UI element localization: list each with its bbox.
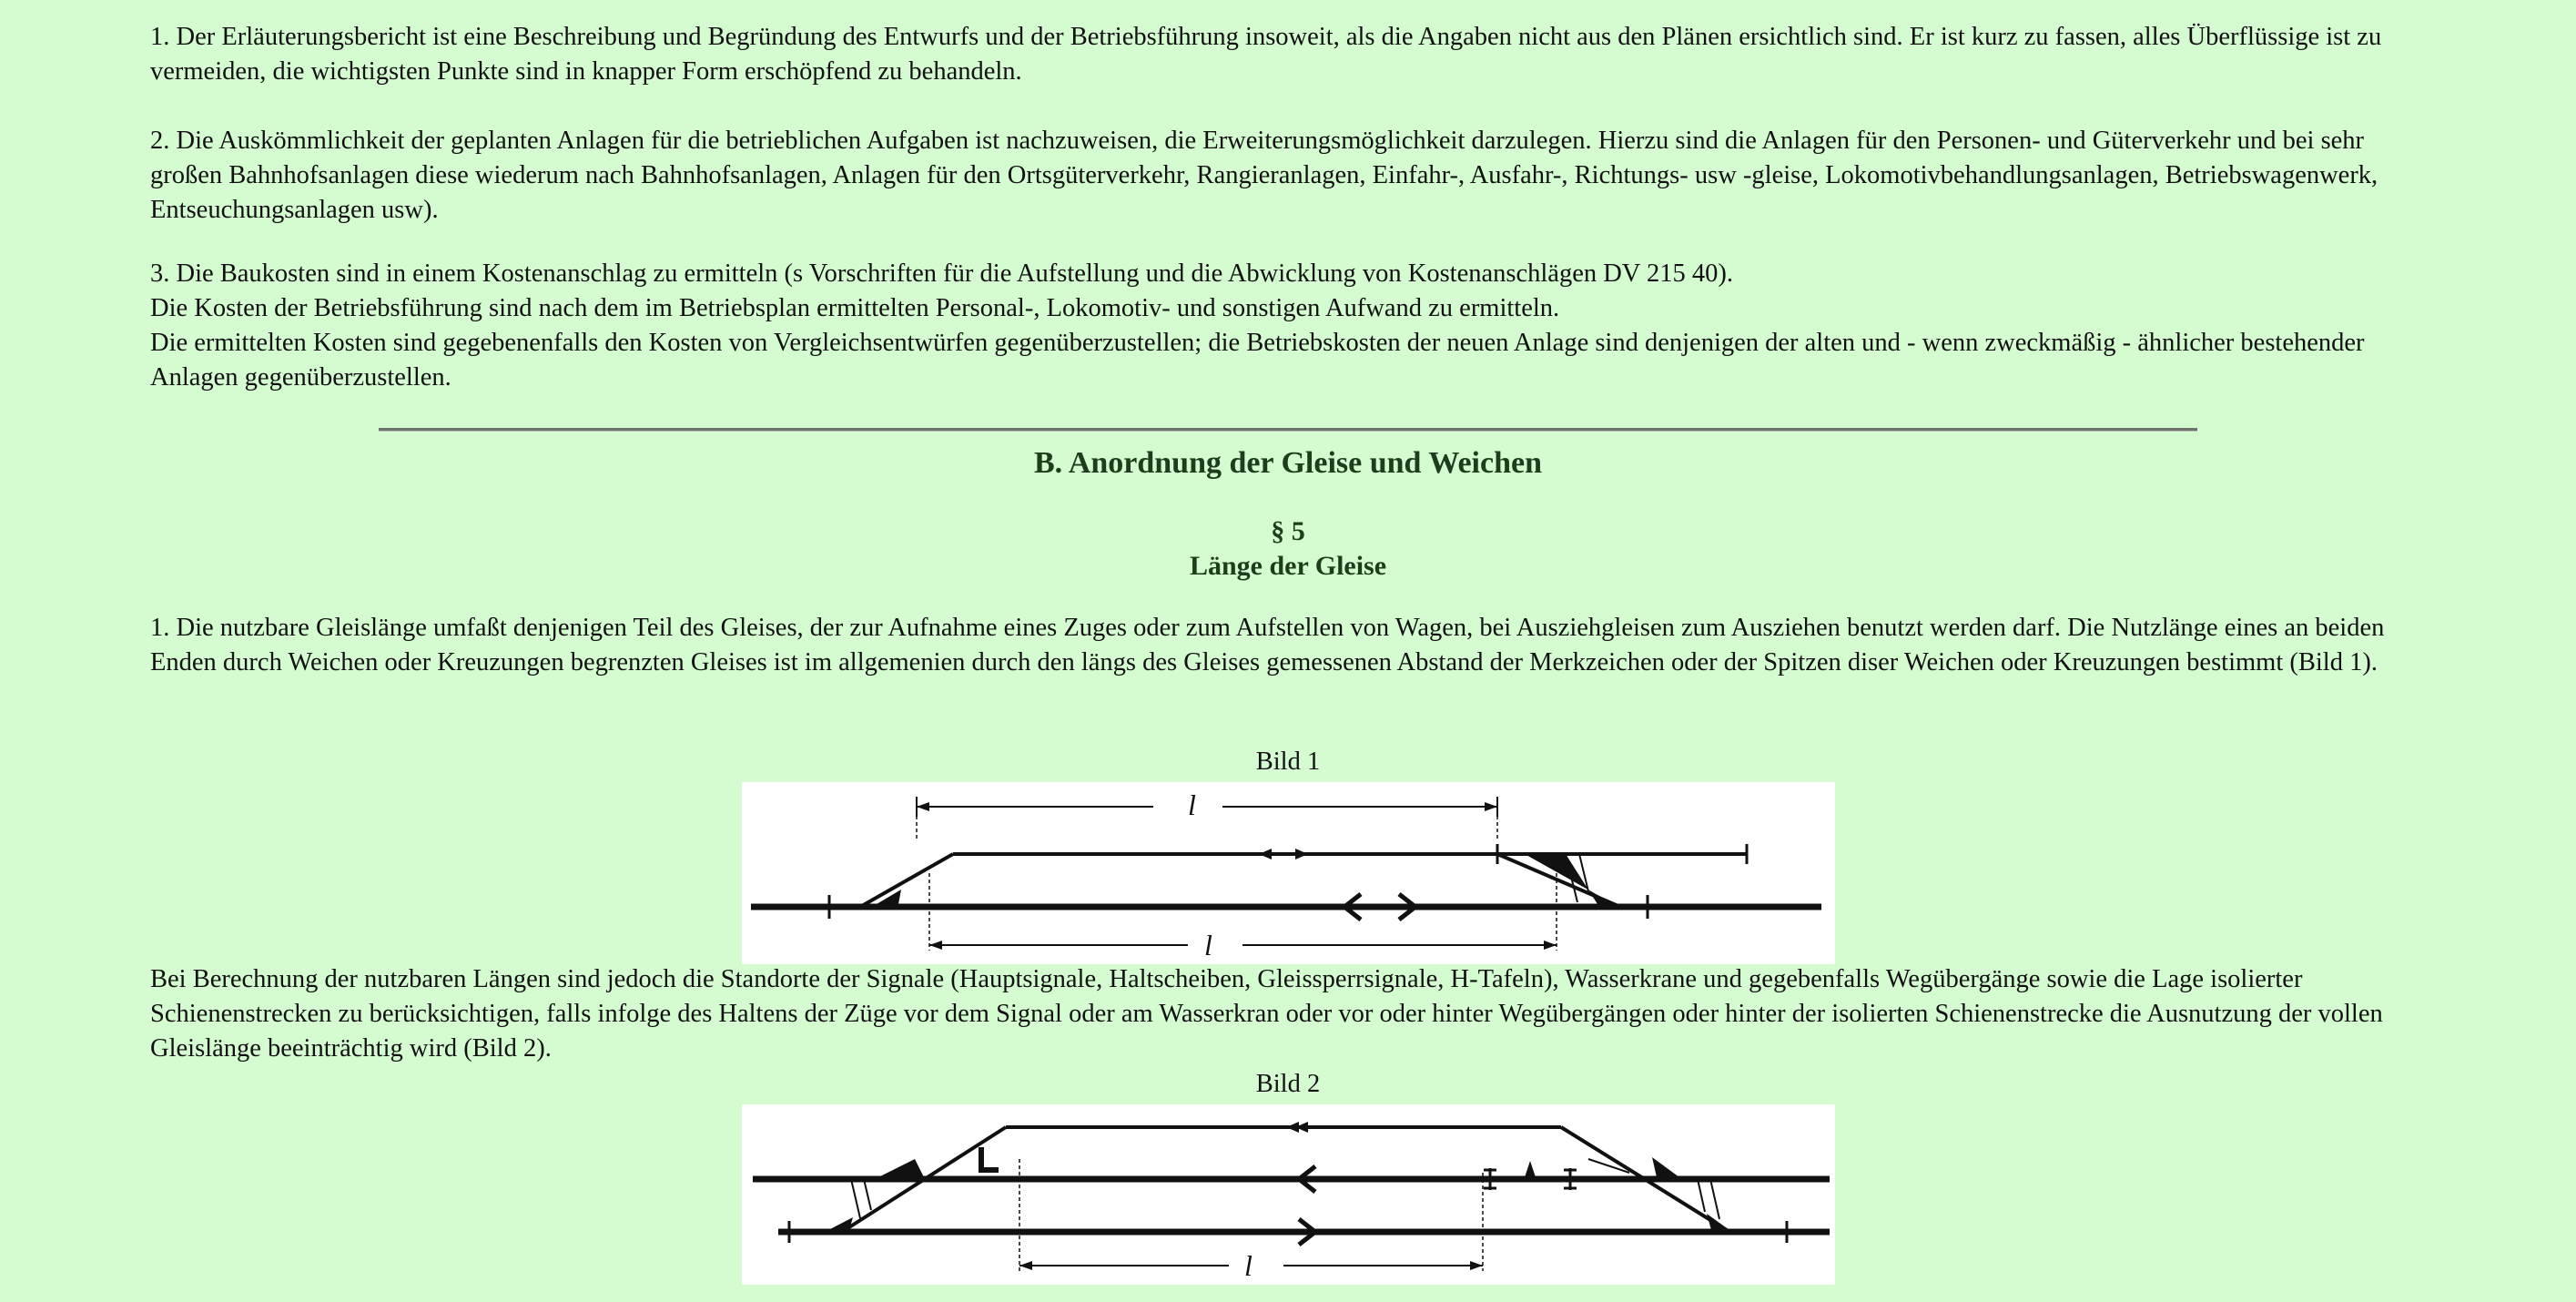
paragraph-number: § 5 (1271, 516, 1305, 546)
figure-2-caption: Bild 2 (1255, 1070, 1321, 1098)
figure-1-caption: Bild 1 (1255, 748, 1321, 776)
body-paragraph-1: 1. Die nutzbare Gleislänge umfaßt denjenigen Teil des Gleises, der zur Aufnahme eines Zuges oder zum Aufstellen von Wagen, bei Ausziehgleisen zum Ausziehen benutzt werden darf. Die Nutzlänge eines an beiden Enden durch Weichen oder Kreuzungen begrenzten Gleises ist im allgemenien durch den längs des Gleises gemessenen Abstand der Merkzeichen oder der Spitzen diser Weichen oder Kreuzungen bestimmt (Bild 1). (150, 614, 2385, 676)
bild1-svg (742, 782, 1835, 964)
switch-frog-upper-right (1652, 1157, 1679, 1177)
siding-arrow-left (1259, 849, 1272, 860)
paragraph-3 (150, 257, 2408, 395)
siding-left-connection (860, 854, 953, 907)
figure-1-track-diagram (742, 782, 1835, 964)
paragraph-title: Länge der Gleise (1189, 551, 1387, 581)
horizontal-rule (379, 428, 2197, 432)
paragraph-heading (0, 514, 2576, 584)
figure-2-track-diagram (742, 1104, 1835, 1285)
body-paragraph-2: Bei Berechnung der nutzbaren Längen sind jedoch die Standorte der Signale (Hauptsignale, Haltscheiben, Gleissperrsignale, H-Tafeln), Wasserkrane und gegebenfalls Wegübergänge sowie die Lage isolierter Schienenstrecken zu berücksichtigen, falls infolge des Haltens der Züge vor dem Signal oder am Wasserkran oder vor oder hinter Wegübergängen oder hinter der isolierten Schienenstrecke die Ausnutzung der vollen Gleislänge beeinträchtig wird (Bild 2). (150, 965, 2383, 1063)
length-label-bottom: l (1204, 929, 1212, 961)
paragraph-3-line-2: Die Kosten der Betriebsführung sind nach dem im Betriebsplan ermittelten Personal-, Lokomotiv- und sonstigen Aufwand zu ermitteln. (150, 294, 1560, 322)
switch-frog-lower-left (828, 1217, 853, 1230)
section-title: B. Anordnung der Gleise und Weichen (1034, 446, 1542, 480)
water-crane-icon (1525, 1161, 1536, 1177)
switch-frog-upper-left (878, 1159, 924, 1177)
paragraph-3-line-3: Die ermittelten Kosten sind gegebenenfalls den Kosten von Vergleichsentwürfen gegenüberzustellen; die Betriebskosten der neuen Anlage sind denjenigen der alten und - wenn zweckmäßig - ähnlicher bestehender Anlagen gegenüberzustellen. (150, 329, 2365, 392)
paragraph-1: 1. Der Erläuterungsbericht ist eine Beschreibung und Begründung des Entwurfs und der Betriebsführung insoweit, als die Angaben nicht aus den Plänen ersichtlich sind. Er ist kurz zu fassen, alles Überflüssige ist zu vermeiden, die wichtigsten Punkte sind in knapper Form erschöpfend zu behandeln. (150, 23, 2382, 86)
paragraph-2: 2. Die Auskömmlichkeit der geplanten Anlagen für die betrieblichen Aufgaben ist nachzuweisen, die Erweiterungsmöglichkeit darzulegen. Hierzu sind die Anlagen für den Personen- und Güterverkehr und bei sehr großen Bahnhofsanlagen diese wiederum nach Bahnhofsanlagen, Anlagen für den Ortsgüterverkehr, Rangieranlagen, Einfahr-, Ausfahr-, Richtungs- usw -gleise, Lokomotivbehandlungsanlagen, Betriebswagenwerk, Entseuchungsanlagen usw). (150, 127, 2378, 224)
paragraph-3-line-1: 3. Die Baukosten sind in einem Kostenanschlag zu ermitteln (s Vorschriften für die Aufstellung und die Abwicklung von Kostenanschlägen DV 215 40). (150, 259, 1733, 288)
length-label-top: l (1188, 788, 1196, 821)
length-label: l (1244, 1249, 1253, 1282)
siding-arrow-right (1295, 849, 1308, 860)
bild2-svg (742, 1104, 1835, 1285)
